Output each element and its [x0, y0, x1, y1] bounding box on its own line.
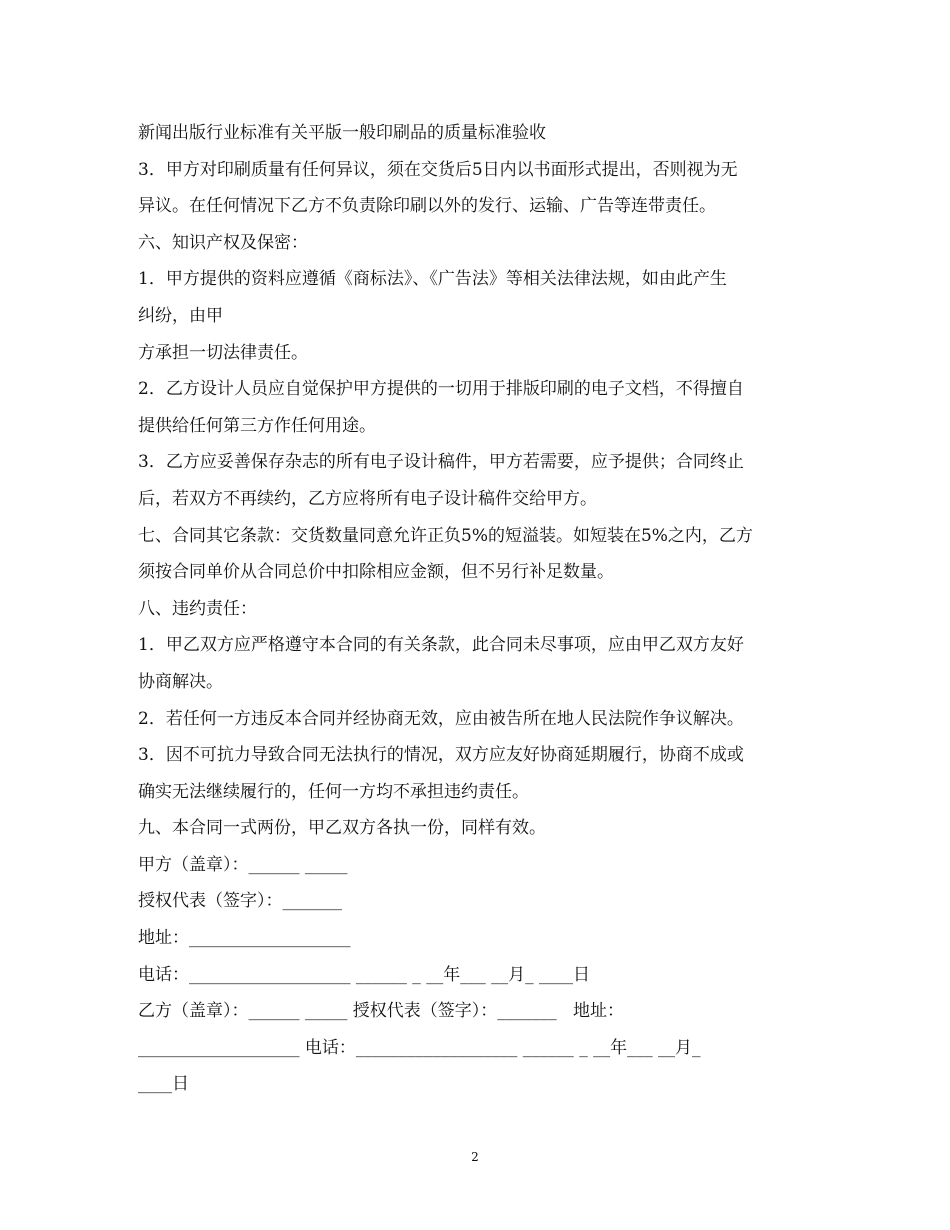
signature-line-party-b-phone-date: ___________________ 电话：___________________ ______ _ __年___ __月_	[138, 1037, 701, 1058]
section-heading: 九、本合同一式两份，甲乙双方各执一份，同样有效。	[138, 818, 546, 839]
text-line: 须按合同单价从合同总价中扣除相应金额，但不另行补足数量。	[138, 562, 614, 583]
text-line: 1．甲乙双方应严格遵守本合同的有关条款，此合同未尽事项，应由甲乙双方友好	[138, 635, 744, 656]
text-line: 后，若双方不再续约，乙方应将所有电子设计稿件交给甲方。	[138, 488, 597, 509]
text-line: 3．乙方应妥善保存杂志的所有电子设计稿件，甲方若需要，应予提供；合同终止	[138, 452, 744, 473]
signature-line-party-b-day: ____日	[138, 1074, 189, 1095]
text-line: 提供给任何第三方作任何用途。	[138, 415, 376, 436]
signature-line-party-a-representative: 授权代表（签字）：_______	[138, 891, 342, 912]
section-heading: 七、合同其它条款：交货数量同意允许正负5%的短溢装。如短装在5%之内，乙方	[138, 525, 753, 546]
page-number: 2	[471, 1150, 479, 1164]
text-line: 协商解决。	[138, 671, 223, 692]
section-heading: 八、违约责任：	[138, 598, 257, 619]
text-line: 1．甲方提供的资料应遵循《商标法》、《广告法》等相关法律法规，如由此产生	[138, 269, 727, 290]
text-line: 方承担一切法律责任。	[138, 342, 308, 363]
text-line: 新闻出版行业标准有关平版一般印刷品的质量标准验收	[138, 123, 546, 143]
text-line: 3．因不可抗力导致合同无法执行的情况，双方应友好协商延期履行，协商不成或	[138, 745, 744, 766]
text-line: 纠纷，由甲	[138, 305, 223, 326]
signature-line-party-a-seal: 甲方（盖章）：______ _____	[138, 854, 348, 875]
text-line: 异议。在任何情况下乙方不负责除印刷以外的发行、运输、广告等连带责任。	[138, 196, 716, 217]
text-line: 3．甲方对印刷质量有任何异议，须在交货后5日内以书面形式提出，否则视为无	[138, 159, 738, 180]
signature-line-party-a-address: 地址：___________________	[138, 928, 351, 949]
section-heading: 六、知识产权及保密：	[138, 232, 308, 253]
text-line: 确实无法继续履行的，任何一方均不承担违约责任。	[138, 781, 529, 802]
signature-line-party-a-phone-date: 电话：___________________ ______ _ __年___ __月_ ____日	[138, 964, 591, 985]
document-body	[138, 115, 810, 1103]
signature-line-party-b: 乙方（盖章）：______ _____ 授权代表（签字）：_______ 地址：	[138, 1001, 625, 1022]
text-line: 2．乙方设计人员应自觉保护甲方提供的一切用于排版印刷的电子文档，不得擅自	[138, 379, 744, 400]
text-line: 2．若任何一方违反本合同并经协商无效，应由被告所在地人民法院作争议解决。	[138, 708, 744, 729]
